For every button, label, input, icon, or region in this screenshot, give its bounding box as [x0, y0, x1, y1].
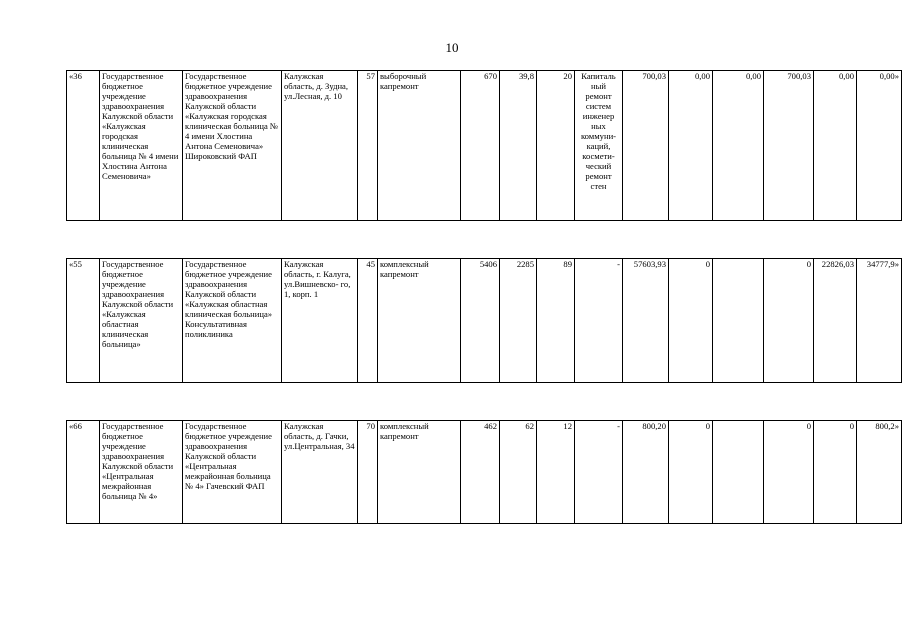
funding-cell-2	[713, 259, 764, 383]
value-cell-2: 39,8	[500, 71, 537, 221]
funding-cell-1: 0	[669, 259, 713, 383]
value-cell-1: 462	[461, 421, 500, 524]
row-number: «36	[67, 71, 100, 221]
funding-cell-3: 0	[764, 259, 814, 383]
number-cell: 57	[358, 71, 378, 221]
table-trailing-line	[874, 382, 894, 383]
funding-cell-5: 0,00»	[857, 71, 902, 221]
repair-type: выборочный капремонт	[378, 71, 461, 221]
funding-cell-2	[713, 421, 764, 524]
repair-type: комплексный капремонт	[378, 421, 461, 524]
work-description: -	[575, 421, 623, 524]
funding-cell-3: 700,03	[764, 71, 814, 221]
table-row	[67, 421, 902, 524]
facility-name: Государственное бюджетное учреждение здравоохранения Калужской области «Центральная межрайонная больница № 4» Гачевский ФАП	[183, 421, 282, 524]
table-row	[67, 71, 902, 221]
funding-cell-2: 0,00	[713, 71, 764, 221]
funding-cell-5: 800,2»	[857, 421, 902, 524]
table-trailing-line	[874, 220, 894, 221]
value-cell-3: 12	[537, 421, 575, 524]
address: Калужская область, г. Калуга, ул.Вишневско- го, 1, корп. 1	[282, 259, 358, 383]
value-cell-2: 62	[500, 421, 537, 524]
page-number: 10	[445, 40, 459, 55]
address: Калужская область, д. Гачки, ул.Центральная, 34	[282, 421, 358, 524]
repair-table-2	[66, 258, 902, 383]
work-description: -	[575, 259, 623, 383]
value-cell-3: 89	[537, 259, 575, 383]
funding-cell-1: 0	[669, 421, 713, 524]
repair-table-1	[66, 70, 902, 221]
organization-name: Государственное бюджетное учреждение здравоохранения Калужской области «Центральная межрайонная больница № 4»	[100, 421, 183, 524]
value-cell-1: 670	[461, 71, 500, 221]
table-row	[67, 259, 902, 383]
repair-table-3	[66, 420, 902, 524]
funding-cell-4: 0	[814, 421, 857, 524]
repair-type: комплексный капремонт	[378, 259, 461, 383]
row-number: «66	[67, 421, 100, 524]
number-cell: 70	[358, 421, 378, 524]
value-cell-3: 20	[537, 71, 575, 221]
organization-name: Государственное бюджетное учреждение здравоохранения Калужской области «Калужская городская клиническая больница № 4 имени Хлостина Антона Семеновича»	[100, 71, 183, 221]
total-cost: 700,03	[623, 71, 669, 221]
facility-name: Государственное бюджетное учреждение здравоохранения Калужской области «Калужская областная клиническая больница» Консультативная поликлиника	[183, 259, 282, 383]
funding-cell-4: 22826,03	[814, 259, 857, 383]
facility-name: Государственное бюджетное учреждение здравоохранения Калужской области «Калужская городская клиническая больница № 4 имени Хлостина Антона Семеновича» Широковский ФАП	[183, 71, 282, 221]
work-description: Капиталь ный ремонт систем инженер ных коммуни- каций, космети- ческий ремонт стен	[575, 71, 623, 221]
address: Калужская область, д. Зудна, ул.Лесная, д. 10	[282, 71, 358, 221]
total-cost: 57603,93	[623, 259, 669, 383]
value-cell-2: 2285	[500, 259, 537, 383]
number-cell: 45	[358, 259, 378, 383]
funding-cell-4: 0,00	[814, 71, 857, 221]
organization-name: Государственное бюджетное учреждение здравоохранения Калужской области «Калужская областная клиническая больница»	[100, 259, 183, 383]
funding-cell-3: 0	[764, 421, 814, 524]
row-number: «55	[67, 259, 100, 383]
value-cell-1: 5406	[461, 259, 500, 383]
total-cost: 800,20	[623, 421, 669, 524]
funding-cell-1: 0,00	[669, 71, 713, 221]
funding-cell-5: 34777,9»	[857, 259, 902, 383]
